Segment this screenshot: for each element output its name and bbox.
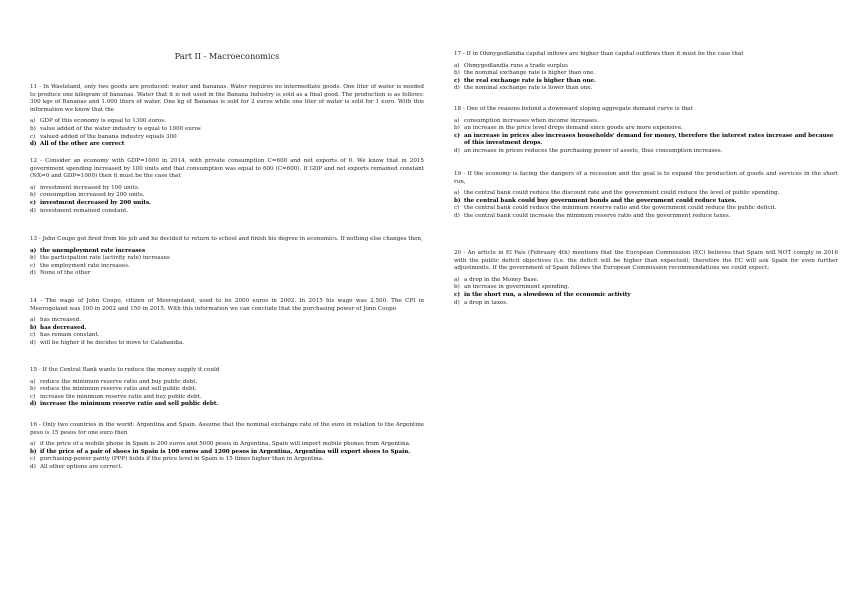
option-text: increase the minimum reserve ratio and buy public debt. [40,393,202,400]
option-label: b) [30,386,36,393]
option-text: value added of the water industry is equal to 1000 euros [40,125,201,132]
answer-option [454,85,838,93]
option-text: in the short run, a slowdown of the economic activity [464,291,631,298]
option-label: d) [30,339,36,346]
option-text: the central bank could reduce the minimum reserve ratio and the government could reduce the public deficit. [464,205,777,212]
answer-option [454,213,838,221]
answer-option [454,118,838,126]
option-text: if the price of a pair of shoes in Spain is 100 euros and 1200 pesos in Argentina, Argentina will export shoes to Spain. [40,448,411,455]
answer-option [454,148,838,156]
option-list [454,118,838,156]
option-text: an increase in prices also increases households' demand for money, therefore the interest rates increase and because of this investment drops. [464,132,834,147]
option-label: c) [30,262,36,269]
option-list [454,63,838,93]
question-12 [30,158,424,215]
option-label: a) [30,317,36,324]
option-text: the unemployment rate increases [40,247,146,254]
option-label: a) [30,184,36,191]
question-stem: 11 - In Wasteland, only two goods are produced: water and bananas. Water requires no intermediate goods. One liter of water is needed to produce one kilogram of bananas. Water that it is not used in the Banana Industry is sold as a final good. The production is as follows: 300 kgs of Bananas and 1.000 liters of water. One kg of Bananas is sold for 2 euros while one liter of water is sold for 1 euro. With this information we know that the [30,84,424,113]
question-19 [454,171,838,221]
option-label: c) [454,291,461,298]
option-text: a drop in the Money Base. [464,276,539,283]
answer-option [454,70,838,78]
option-text: the central bank could reduce the discount rate and the government could reduce the level of public spending. [464,190,780,197]
option-text: investment remained constant. [40,207,129,214]
option-text: reduce the minimum reserve ratio and sell public debt. [40,386,197,393]
option-text: None of the other [40,270,91,277]
option-text: increase the minimum reserve ratio and sell public debt. [40,401,219,408]
option-label: c) [454,77,461,84]
option-label: a) [454,190,460,197]
answer-option [454,133,838,148]
question-stem: 20 - An article in El País (February 4th) mentions that the European Commission (EC) believes that Spain will NOT comply in 2016 with the public deficit objectives (i.e. the deficit will be higher than expected), therefore the EC will ask Spain for even further adjustments. If the government of Spain follows the European Commission recommendations we could expect: [454,250,838,272]
option-label: a) [454,276,460,283]
option-label: b) [30,192,36,199]
option-label: d) [454,85,460,92]
answer-option [30,126,424,134]
option-label: d) [30,270,36,277]
answer-option [30,332,424,340]
answer-option [30,192,424,200]
option-text: the nominal exchange rate is higher than one. [464,70,596,77]
option-label: d) [30,207,36,214]
option-text: a drop in taxes. [464,299,508,306]
answer-option [30,386,424,394]
option-label: b) [454,197,461,204]
option-label: b) [30,125,36,132]
option-list [30,441,424,471]
option-label: b) [30,255,36,262]
answer-option [30,255,424,263]
option-text: the central bank could buy government bonds and the government could reduce taxes. [464,197,737,204]
option-text: purchasing-power parity (PPP) holds if the price level in Spain is 15 times higher than in Argentina. [40,456,324,463]
question-stem: 14 - The wage of John Coupo, citizen of Meerogoland, used to be 2000 euros in 2002. In 2015 his wage was 2,500. The CPI in Meerogoland was 100 in 2002 and 150 in 2015. With this information we can conclude that the purchasing power of Jonn Coupo [30,298,424,312]
option-list [454,277,838,307]
option-label: a) [454,62,460,69]
question-13 [30,236,424,278]
option-text: the employment rate increases. [40,262,130,269]
answer-option [454,205,838,213]
option-text: has decreased. [40,324,87,331]
option-label: a) [30,441,36,448]
answer-option [454,277,838,285]
question-14 [30,298,424,348]
option-label: d) [30,463,36,470]
question-stem: 18 - One of the reasons behind a downward sloping aggregate demand curve is that [454,106,693,112]
option-list [30,379,424,409]
option-text: All other options are correct. [40,463,123,470]
option-label: a) [30,118,36,125]
question-16 [30,422,424,472]
answer-option [30,394,424,402]
option-text: the participation rate (activity rate) increases [40,255,170,262]
option-text: valued added of the banana industry equals 300 [40,133,177,140]
answer-option [30,464,424,472]
option-text: an increase in prices reduces the purchasing power of assets, thus consumption increases. [464,147,723,154]
answer-option [454,63,838,71]
answer-option [454,125,838,133]
option-label: d) [454,212,460,219]
question-stem: 19 - If the economy is facing the dangers of a recession and the goal is to expand the production of goods and services in the short run, [454,171,838,185]
answer-option [30,325,424,333]
option-list [454,190,838,220]
option-list [30,118,424,148]
question-stem: 13 - John Coupo got fired from his job and he decided to return to school and finish his degree in economics. If nothing else changes then, [30,236,423,242]
option-label: d) [454,147,460,154]
option-label: b) [30,448,37,455]
question-stem: 12 - Consider an economy with GDP=1000 in 2014, with private consumption C=600 and net exports of 0. We know that in 2015 government spending increased by 100 units and that consumption was equal to 600 (C=600). If GDP and net exports remained constant (NX=0 and GDP=1000) then it must be the case that [30,158,424,180]
option-text: an increase in the price level drops demand since goods are more expensive. [464,125,683,132]
option-label: c) [30,133,36,140]
option-list [30,248,424,278]
question-stem: 16 - Only two countries in the world: Argentina and Spain. Assume that the nominal exchange rate of the euro in relation to the Argentine peso is 15 pesos for one euro then [30,422,424,436]
option-label: a) [454,117,460,124]
option-text: if the price of a mobile phone in Spain is 200 euros and 5000 pesos in Argentina, Spain will import mobile phones from Argentina. [40,441,411,448]
answer-option [30,379,424,387]
option-label: b) [454,284,460,291]
option-label: a) [30,378,36,385]
option-label: c) [30,332,36,339]
option-label: b) [454,125,460,132]
option-text: the central bank could increase the minimum reserve ratio and the government reduce taxes. [464,212,731,219]
page-title: Part II - Macroeconomics [174,51,280,61]
answer-option [30,200,424,208]
answer-option [30,208,424,216]
option-label: c) [30,456,36,463]
answer-option [30,456,424,464]
answer-option [30,270,424,278]
answer-option [30,340,424,348]
option-label: d) [30,401,37,408]
option-text: the nominal exchange rate is lower than one. [464,85,593,92]
question-stem: 15 - If the Central Bank wants to reduce the money supply it could [30,367,220,373]
option-text: investment decreased by 200 units. [40,199,152,206]
option-text: consumption increased by 200 units. [40,192,145,199]
answer-option [454,292,838,300]
option-label: c) [454,132,461,139]
question-20 [454,250,838,307]
option-label: c) [454,205,460,212]
option-text: has increased. [40,317,81,324]
question-15 [30,367,424,409]
option-list [30,185,424,215]
option-label: d) [30,141,37,148]
option-text: reduce the minimum reserve ratio and buy public debt. [40,378,198,385]
option-text: an increase in government spending. [464,284,570,291]
answer-option [454,198,838,206]
option-text: has remain constant. [40,332,100,339]
option-text: Ohmygodlandia runs a trade surplus [464,62,568,69]
option-text: investment increased by 100 units. [40,184,140,191]
option-text: the real exchange rate is higher than one. [464,77,596,84]
answer-option [30,401,424,409]
answer-option [30,263,424,271]
answer-option [30,134,424,142]
option-text: consumption increases when income increases. [464,117,599,124]
option-label: a) [30,247,37,254]
option-label: c) [30,199,37,206]
option-text: GDP of this economy is equal to 1300 euros. [40,118,166,125]
question-17 [454,51,838,93]
answer-option [30,141,424,149]
answer-option [30,317,424,325]
answer-option [454,78,838,86]
option-list [30,317,424,347]
option-label: b) [454,70,460,77]
option-text: All of the other are correct [40,141,125,148]
option-text: will be higher if he decides to move to Calabandia. [40,339,185,346]
answer-option [30,441,424,449]
option-label: d) [454,299,460,306]
answer-option [30,118,424,126]
question-11 [30,84,424,149]
answer-option [454,284,838,292]
answer-option [454,190,838,198]
answer-option [454,300,838,308]
option-label: c) [30,393,36,400]
question-18 [454,106,838,156]
answer-option [30,185,424,193]
option-label: b) [30,324,37,331]
question-stem: 17 - If in Ohmygodlandia capital inflows are higher than capital outflows then it must be the case that [454,51,744,57]
